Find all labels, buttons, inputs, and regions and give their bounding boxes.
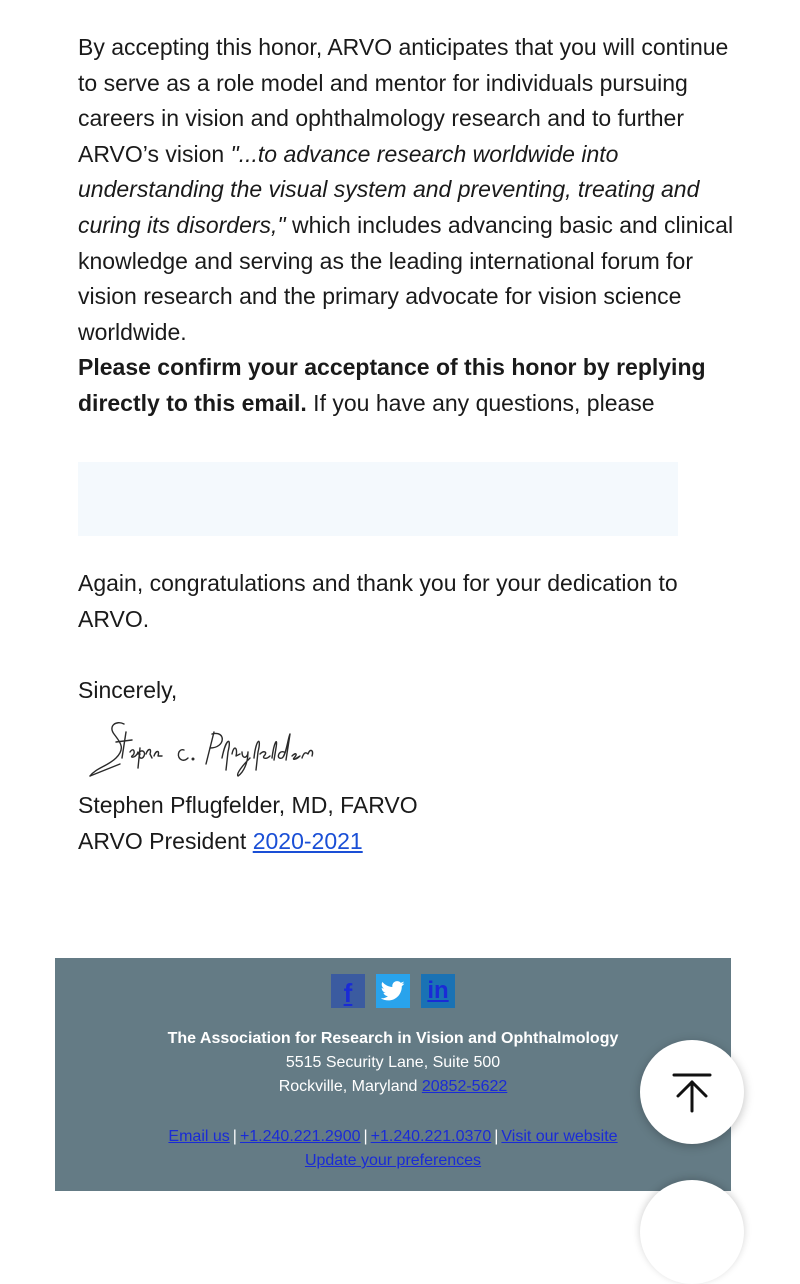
email-us-link[interactable]: Email us [168,1128,230,1145]
website-link[interactable]: Visit our website [501,1128,618,1145]
blank-placeholder-box [78,462,678,536]
confirm-instruction: Please confirm your acceptance of this honor by replying directly to this email. [78,354,706,416]
separator: | [494,1128,499,1145]
signer-block [78,788,418,859]
linkedin-icon[interactable]: in [421,974,455,1008]
separator: | [232,1128,237,1145]
phone-link[interactable]: +1.240.221.2900 [239,1128,361,1145]
update-preferences-link[interactable]: Update your preferences [304,1152,482,1169]
twitter-bird-icon [381,981,405,1001]
email-footer [55,958,731,1191]
paragraph-text: If you have any questions, please [306,389,655,416]
closing: Sincerely, [78,677,178,703]
twitter-icon[interactable] [376,974,410,1008]
paragraph-acceptance [78,30,738,350]
zip-link[interactable]: 20852-5622 [421,1078,508,1095]
fax-link[interactable]: +1.240.221.0370 [370,1128,492,1145]
term-link[interactable]: 2020-2021 [252,827,363,854]
scroll-to-top-button[interactable] [640,1040,744,1144]
preferences-line [55,1149,731,1173]
signature-image [86,718,316,784]
org-name: The Association for Research in Vision and Ophthalmology [167,1030,619,1047]
paragraph-confirm [78,350,738,421]
secondary-floating-button[interactable] [640,1180,744,1284]
address-city-line [55,1075,731,1099]
signer-name: Stephen Pflugfelder, MD, FARVO [78,792,418,818]
letter-body [78,30,738,422]
paragraph-text: which includes advancing basic and clinical knowledge and serving as the leading international forum for vision research and the primary advocate for vision science worldwide. [78,211,734,345]
address-city: Rockville, Maryland [278,1078,422,1095]
vision-quote: "...to advance research worldwide into understanding the visual system and preventing, treating and curing its disorders," [78,140,700,238]
arrow-up-to-top-icon [670,1070,714,1114]
facebook-icon[interactable]: f [331,974,365,1008]
contact-links [55,1125,731,1149]
paragraph-thanks: Again, congratulations and thank you for your dedication to ARVO. [78,570,678,632]
address-line: 5515 Security Lane, Suite 500 [285,1054,501,1071]
signer-title-line [78,824,418,860]
separator: | [363,1128,368,1145]
signer-title: ARVO President [78,827,253,854]
paragraph-text: By accepting this honor, ARVO anticipates that you will continue to serve as a role model and mentor for individuals pursuing careers in vision and ophthalmology research and to further ARVO’s vision [78,34,729,167]
social-links [55,974,731,1008]
